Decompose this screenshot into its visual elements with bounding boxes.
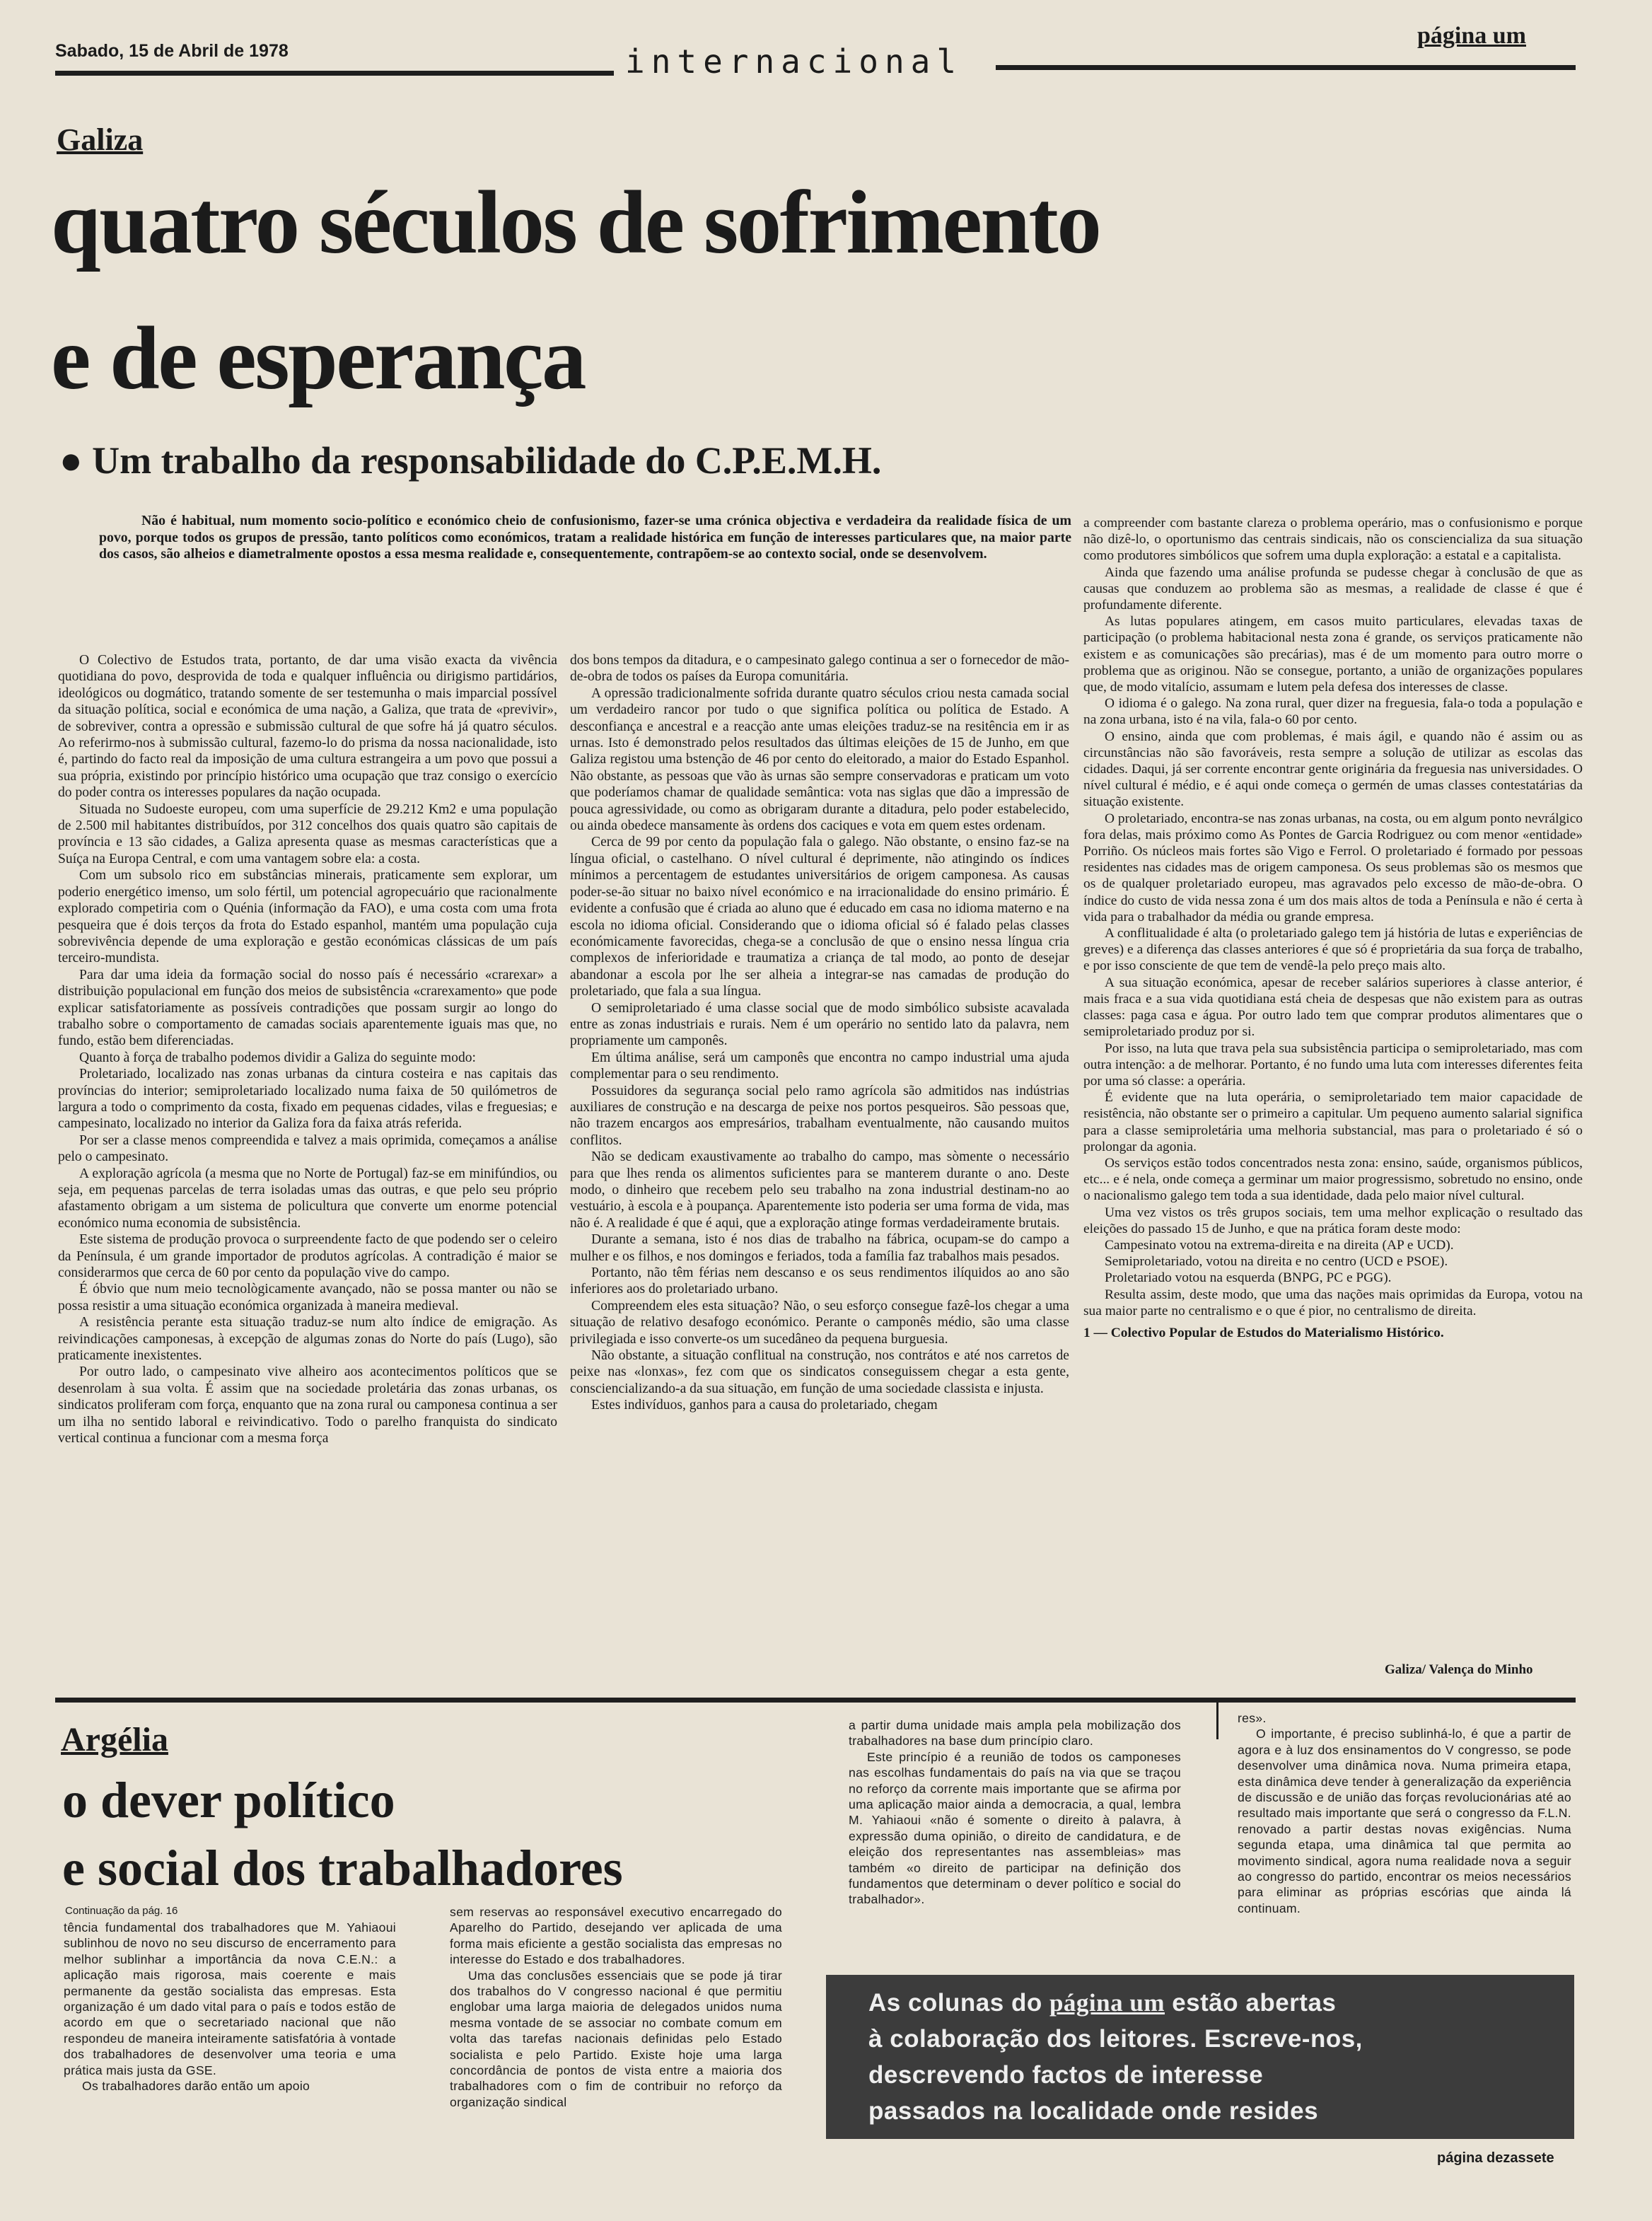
- galiza-col1-paragraph: Para dar uma ideia da formação social do nosso país é necessário «crarexar» a distribuição populacional em função dos meios de subsistência «crarexamento» que pode explicar satisfatoriamente as possíveis contradições que possam surgir ao longo do trabalho sobre o comportamento de camadas sociais aparentemente iguais mas que, no fundo, estão bem diferenciadas.: [58, 967, 557, 1049]
- galiza-col2-paragraph: Compreendem eles esta situação? Não, o seu esforço consegue fazê-los chegar a uma situação de relativo desafogo económico. Perante o camponês médio, são uma classe privilegiada e isso converte-os um sucedâneo da pequena burguesia.: [570, 1298, 1069, 1347]
- galiza-column-1: [58, 652, 557, 1447]
- promo-text: As colunas do: [868, 1989, 1042, 2017]
- galiza-col3-paragraph: Resulta assim, deste modo, que uma das nações mais oprimidas da Europa, votou na sua maior parte no centralismo e o que é pior, no centralismo de direita.: [1083, 1287, 1583, 1318]
- galiza-col2-paragraph: Não obstante, a situação conflitual na construção, nos contrátos e até nos carretos de peixe nas «lonxas», fez com que os sindicatos conseguissem chegar a esta gente, consciencializando-a da sua situação, em função de uma sociedade classista e injusta.: [570, 1348, 1069, 1396]
- promo-line-2: à colaboração dos leitores. Escreve-nos,: [868, 2025, 1363, 2053]
- promo-paper-name: página um: [1049, 1989, 1165, 2017]
- galiza-lead: [99, 513, 1071, 563]
- header-rule-right: [996, 65, 1576, 70]
- argelia-col4-paragraph: O importante, é preciso sublinhá-lo, é que a partir de agora e à luz dos ensinamentos do V congresso, se pode desenvolver uma dinâmica nova. Numa primeira etapa, esta dinâmica deve tender à generalização da experiência de discussão e de união das forças revolucionárias até ao resultado mais importante que será o congresso da F.L.N. renovado a partir destas novas exigências. Numa segunda etapa, uma dinâmica tal que permita ao movimento sindical, agora numa realidade nova a seguir ao congresso do partido, encontrar os meios necessários para eliminar as próprias escórias que ainda lá continuam.: [1238, 1727, 1571, 1915]
- header-rule-left: [55, 71, 614, 76]
- galiza-col1-paragraph: Proletariado, localizado nas zonas urbanas da cintura costeira e nas capitais das províncias do interior; semiproletariado localizado numa faixa de 50 quilómetros de largura a todo o comprimento da costa, fixado em pequenas cidades, vilas e freguesias; e campesinato, localizado no interior da Galiza fora da faixa atrás referida.: [58, 1067, 557, 1132]
- galiza-headline-line1: quatro séculos de sofrimento: [51, 173, 1100, 272]
- promo-text: estão abertas: [1172, 1989, 1337, 2017]
- galiza-col1-paragraph: A resistência perante esta situação traduz-se num alto índice de emigração. As reivindicações camponesas, à excepção de algumas zonas do Norte do país (Lugo), são praticamente inexistentes.: [58, 1315, 557, 1364]
- argelia-col4-paragraph: res».: [1238, 1711, 1267, 1725]
- galiza-col1-paragraph: Com um subsolo rico em substâncias minerais, praticamente sem explorar, um poderio energético imenso, um solo fértil, um potencial agropecuário que racionalmente explorado competiria com o Quénia (informação da FAO), e uma costa com uma frota pesqueira que é dois terços da frota do Estado espanhol, mantém uma população cuja sobrevivência depende de uma exploração e gestão económicas clássicas de um país terceiro-mundista.: [58, 868, 557, 966]
- argelia-col1-paragraph: tência fundamental dos trabalhadores que M. Yahiaoui sublinhou de novo no seu discurso de encerramento para melhor sublinhar a importância da nova C.E.N.: a aplicação mais rigorosa, mais coerente e mais permanente da gestão socialista das empresas. Esta organização é um dado vital para o país e todos estão de acordo em que o secretariado nacional que não respondeu de maneira inteiramente satisfatória à vontade dos trabalhadores de desenvolver uma teoria e uma prática mais justa da GSE.: [64, 1920, 396, 2077]
- galiza-col2-paragraph: Durante a semana, isto é nos dias de trabalho na fábrica, ocupam-se do campo a mulher e os filhos, e nos domingos e feriados, toda a família faz trabalhos mais pesados.: [570, 1232, 1069, 1264]
- galiza-col2-paragraph: dos bons tempos da ditadura, e o campesinato galego continua a ser o fornecedor de mão-de-obra de todos os países da Europa comunitária.: [570, 653, 1069, 685]
- galiza-column-3: [1083, 515, 1583, 1341]
- galiza-col2-paragraph: Possuidores da segurança social pelo ramo agrícola são admitidos nas indústrias auxiliares de construção e na descarga de peixe nos portos pesqueiros. São pessoas que, não trazem encargos aos empresários, trabalham eventualmente, não causando muitos conflitos.: [570, 1083, 1069, 1148]
- galiza-col3-paragraph: A conflitualidade é alta (o proletariado galego tem já história de lutas e experiências de greves) e a diferença das classes anteriores é que só é proprietária da sua força de trabalho, e por isso consciente de que tem de vendê-la pelo preço mais alto.: [1083, 926, 1583, 974]
- reader-contribution-box: [826, 1975, 1574, 2139]
- galiza-footnote: 1 — Colectivo Popular de Estudos do Materialismo Histórico.: [1083, 1325, 1444, 1340]
- galiza-col1-paragraph: É óbvio que num meio tecnològicamente avançado, não se possa manter ou não se possa resistir a uma situação económica organizada à maneira medieval.: [58, 1282, 557, 1314]
- bullet-icon: ●: [59, 439, 83, 482]
- galiza-subhead: [59, 439, 881, 482]
- galiza-col2-paragraph: Estes indivíduos, ganhos para a causa do proletariado, chegam: [591, 1398, 938, 1413]
- argelia-col3-paragraph: a partir duma unidade mais ampla pela mobilização dos trabalhadores na base dum princípio claro.: [849, 1718, 1181, 1749]
- page-number: página dezassete: [1437, 2150, 1554, 2166]
- argelia-column-1: [64, 1920, 396, 2094]
- argelia-col3-paragraph: Este princípio é a reunião de todos os camponeses nas escolhas fundamentais do país na via que se traçou no reforço da corrente mais importante que se afirma por uma aplicação maior ainda a democracia, a qual, lembra M. Yahiaoui «não é somente o direito à palavra, à expressão duma opinião, o direito de candidatura, e de eleição dos representantes nas assembleias» mas também «o direito de participar na definição dos fundamentos que determinam o dever político e social do trabalhador».: [849, 1749, 1181, 1907]
- galiza-col2-paragraph: Cerca de 99 por cento da população fala o galego. Não obstante, o ensino faz-se na língua oficial, o castelhano. O nível cultural é deprimente, não atingindo os índices mínimos a percentagem de estudantes universitários de origem camponesa. As causas poder-se-ão situar no baixo nível económico e na irracionalidade do ensino primário. É evidente a confusão que é criada ao aluno que é educado em casa no idioma materno e na escola no idioma oficial. Considerando que o idioma oficial só é falado pelas classes económicamente favorecidas, chega-se a conclusão de que o ensino nessa língua cria complexos de inferioridade e traumatiza a criança de tal modo, ao ponto de desejar abandonar a escola por lhe ser alheia a integrar-se nas camadas de produção do proletariado, que fala a sua língua.: [570, 835, 1069, 999]
- galiza-col1-paragraph: Por outro lado, o campesinato vive alheiro aos acontecimentos políticos que se desenrolam à sua volta. É assim que na sociedade proletária das zonas urbanas, os sindicatos proliferam com força, enquanto que na zona rural ou camponesa continua a ser um ilha no sentido laboral e reivindicativo. Todo o parelho franquista do sindicato vertical continua a funcionar com a mesma força: [58, 1364, 557, 1446]
- galiza-col3-paragraph: a compreender com bastante clareza o problema operário, mas o confusionismo e porque não dizê-lo, o oportunismo das centrais sindicais, não os consciencializa da sua situação como produtores simbólicos que sofrem uma dupla exploração: a estatal e a capitalista.: [1083, 516, 1583, 564]
- galiza-col3-paragraph: Uma vez vistos os três grupos sociais, tem uma melhor explicação o resultado das eleições do passado 15 de Junho, e que na prática foram deste modo:: [1083, 1205, 1583, 1236]
- galiza-col3-paragraph: Proletariado votou na esquerda (BNPG, PC e PGG).: [1105, 1270, 1392, 1286]
- promo-line-3: descrevendo factos de interesse: [868, 2061, 1264, 2089]
- galiza-col3-paragraph: O proletariado, encontra-se nas zonas urbanas, na costa, ou em algum ponto nevrálgico fora delas, mais próximo como As Pontes de Garcia Rodriguez ou com menor «entidade» Porriño. Os núcleos mais fortes são Vigo e Ferrol. O proletariado é formado por pessoas residentes nas cidades mas de origem camponesa. Os seus problemas são os mesmos que os de qualquer proletariado europeu, mas agravados pelo excesso de mão-de-obra. O índice do custo de vida nessa zona é um dos mais altos de toda a Península e não é certa à vida para o trabalhador da média ou grande empresa.: [1083, 811, 1583, 924]
- galiza-col1-paragraph: O Colectivo de Estudos trata, portanto, de dar uma visão exacta da vivência quotidiana do povo, desprovida de toda e qualquer influência ou dirigismo partidários, ideológicos ou dogmático, tratando somente de ser testemunha o mais imparcial possível da situação política, social e económica de uma nação, a Galiza, que trata de «previvir», de sobreviver, contra a opressão e submissão cultural de que sofre há já quatro séculos. Ao referirmo-nos à submissão cultural, fazemo-lo do prisma da nossa nacionalidade, isto é, partindo do facto real da imposição de uma cultura estrangeira a um povo que possui a sua própria, existindo por princípio histórico uma ocupação que traz consigo o exercício do poder contra os interesses populares da nação ocupada.: [58, 653, 557, 801]
- galiza-col3-paragraph: É evidente que na luta operária, o semiproletariado tem maior capacidade de resistência, não obstante ser o primeiro a capitular. Um pequeno aumento salarial significa para a classe semiproletária uma melhoria substancial, mas para o proletariado é só o prolongar da agonia.: [1083, 1090, 1583, 1154]
- galiza-subhead-text: Um trabalho da responsabilidade do C.P.E.M.H.: [92, 439, 882, 482]
- galiza-col3-paragraph: Os serviços estão todos concentrados nesta zona: ensino, saúde, organismos públicos, etc... e é nela, onde começa a germinar um maior progressismo, sobretudo no ensino, onde o nacionalismo galego tem toda a sua identidade, dada pelo maior nível cultural.: [1083, 1155, 1583, 1204]
- galiza-col3-paragraph: As lutas populares atingem, em casos muito particulares, elevadas taxas de participação (o problema habitacional nesta zona é grande, os serviços praticamente não existem e as comunicações são precárias), mas é de um momento para outro morre o problema que as originou. Não se consegue, portanto, a união de organizações populares que, de modo vitalício, assumam e lutem pela defesa dos interesses de classe.: [1083, 614, 1583, 695]
- galiza-headline-line2: e de esperança: [51, 309, 586, 408]
- galiza-col2-paragraph: Portanto, não têm férias nem descanso e os seus rendimentos ilíquidos ao ano são inferiores aos do proletariado urbano.: [570, 1265, 1069, 1297]
- galiza-col3-paragraph: O idioma é o galego. Na zona rural, quer dizer na freguesia, fala-o toda a população e na zona urbana, isto é na vila, fala-o 60 por cento.: [1083, 696, 1583, 728]
- galiza-col3-paragraph: A sua situação económica, apesar de receber salários superiores à classe anterior, é mais fraca e a sua vida quotidiana está cheia de despesas que não existem para as outras classes: paga casa e água. Por outro lado tem que comprar produtos alimentares que o semiproletariado produz por si.: [1083, 975, 1583, 1040]
- issue-date: Sabado, 15 de Abril de 1978: [55, 41, 289, 61]
- argelia-col2-paragraph: Uma das conclusões essenciais que se pode já tirar dos trabalhos do V congresso nacional é que permitiu englobar uma larga maioria de delegados unidos numa mesma vontade de se associar no combate comum em volta das tarefas nacionais definidas pelo Estado socialista e pelo Partido. Existe hoje uma larga concordância de pontos de vista entre a maioria dos trabalhadores com o fim de contribuir no reforço da organização sindical: [450, 1968, 782, 2109]
- galiza-col2-paragraph: O semiproletariado é uma classe social que de modo simbólico subsiste acavalada entre as zonas industriais e rurais. Nem é um operário no sentido lato da palavra, nem propriamente um camponês.: [570, 1000, 1069, 1049]
- galiza-col2-paragraph: Não se dedicam exaustivamente ao trabalho do campo, mas sòmente o necessário para que lhes renda os alimentos suficientes para se manterem durante o ano. Deste modo, o dinheiro que recebem pelo seu trabalho na zona industrial destinam-no ao vestuário, à escola e à poupança. Aparentemente isto poderia ser uma forma de vida, mas não é. A realidade é que é aqui, que a exploração atinge formas verdadeiramente brutais.: [570, 1149, 1069, 1231]
- galiza-col1-paragraph: Este sistema de produção provoca o surpreendente facto de que podendo ser o celeiro da Península, é um grande importador de produtos agrícolas. A contradição é maior se considerarmos que cerca de 60 por cento da população vive do campo.: [58, 1232, 557, 1281]
- argelia-col1-paragraph: Os trabalhadores darão então um apoio: [82, 2079, 310, 2094]
- galiza-col3-paragraph: Ainda que fazendo uma análise profunda se pudesse chegar à conclusão de que as causas que conduzem ao problema são as mesmas, a realidade de classe é que é profundamente diferente.: [1083, 564, 1583, 613]
- article-divider: [55, 1698, 1576, 1703]
- galiza-col1-paragraph: Quanto à força de trabalho podemos dividir a Galiza do seguinte modo:: [79, 1050, 476, 1065]
- promo-line-4: passados na localidade onde resides: [868, 2097, 1319, 2125]
- galiza-column-2: [570, 652, 1069, 1414]
- galiza-signature: Galiza/ Valença do Minho: [1385, 1662, 1533, 1677]
- argelia-headline-line1: o dever político: [62, 1772, 395, 1828]
- galiza-lead-text: Não é habitual, num momento socio-político e económico cheio de confusionismo, fazer-se uma crónica objectiva e verdadeira da realidade física de um povo, porque todos os grupos de pressão, tanto políticos como económicos, tratam a realidade histórica em função de interesses particulares que, na maior parte dos casos, são alheios e diametralmente opostos a essa mesma realidade e, consequentemente, contrapõem-se ao contexto social, onde se desenvolvem.: [99, 513, 1071, 562]
- section-title: internacional: [615, 42, 972, 81]
- galiza-col1-paragraph: Por ser a classe menos compreendida e talvez a mais oprimida, começamos a análise pelo o campesinato.: [58, 1132, 557, 1165]
- galiza-col2-paragraph: A opressão tradicionalmente sofrida durante quatro séculos criou nesta camada social um verdadeiro rancor por tudo o que significa política ou política de Estado. A desconfiança e ancestral e a reacção ante umas eleições traduz-se na resitência em ir as urnas. Isto é demonstrado pelos resultados das últimas eleições de 15 de Junho, em que Galiza registou uma bstenção de 46 por cento do eleitorado, a maior do Estado Espanhol. Não obstante, as pessoas que vão às urnas são sempre conservadoras e praticam um voto que poderíamos chamar de qualidade semântica: vota nas siglas que dão a impressão de pouca agressividade, ou como as obrigaram durante a ditadura, pelo poder estabelecido, ou ainda obedece mansamente às ordens dos caciques e vota em quem estes ordenam.: [570, 685, 1069, 834]
- galiza-col3-paragraph: Semiproletariado, votou na direita e no centro (UCD e PSOE).: [1105, 1254, 1448, 1270]
- galiza-col3-paragraph: Campesinato votou na extrema-direita e na direita (AP e UCD).: [1105, 1237, 1454, 1253]
- argelia-kicker: Argélia: [61, 1721, 168, 1758]
- argelia-column-4: [1238, 1710, 1571, 1916]
- galiza-col2-paragraph: Em última análise, será um camponês que encontra no campo industrial uma ajuda complementar para o seu rendimento.: [570, 1050, 1069, 1082]
- galiza-col3-paragraph: O ensino, ainda que com problemas, é mais ágil, e quando não é assim ou as circunstâncias não são favoráveis, resta sempre a solução de utilizar as escolas das cidades. Daqui, já ser corrente encontrar gente originária da freguesia nas universidades. O nível cultural é médio, e é aqui onde começa o germén de umas classes contestatárias da situação existente.: [1083, 729, 1583, 810]
- promo-line-1: [868, 1985, 1532, 2021]
- galiza-col1-paragraph: Situada no Sudoeste europeu, com uma superfície de 29.212 Km2 e uma população de 2.500 mil habitantes distribuídos, por 312 concelhos dos quais quatro são capitais de província e 13 são cidades, a Galiza apresenta quase as mesmas características que a Suíça na Europa Central, e com uma vantagem sobre ela: a costa.: [58, 801, 557, 866]
- argelia-column-2: [450, 1904, 782, 2110]
- argelia-column-3: [849, 1717, 1181, 1908]
- column-rule: [1216, 1703, 1218, 1739]
- argelia-continuation: Continuação da pág. 16: [65, 1905, 178, 1917]
- galiza-col1-paragraph: A exploração agrícola (a mesma que no Norte de Portugal) faz-se em minifúndios, ou seja, em pequenas parcelas de terra isoladas umas das outras, e que pelo seu próprio afastamento obrigam a um sistema de policultura que converte um enorme potencial económico numa economia de subsistência.: [58, 1166, 557, 1231]
- page-label: página um: [1417, 23, 1526, 49]
- galiza-col3-paragraph: Por isso, na luta que trava pela sua subsistência participa o semiproletariado, mas com outra intenção: a de melhorar. Portanto, é no fundo uma luta com interesses diferentes feita por uma só classe: a operária.: [1083, 1040, 1583, 1089]
- galiza-kicker: Galiza: [57, 122, 144, 157]
- argelia-headline-line2: e social dos trabalhadores: [62, 1840, 623, 1896]
- argelia-col2-paragraph: sem reservas ao responsável executivo encarregado do Aparelho do Partido, desejando ver aplicada de uma forma mais eficiente a gestão socialista das empresas no interesse do Estado e dos trabalhadores.: [450, 1905, 782, 1967]
